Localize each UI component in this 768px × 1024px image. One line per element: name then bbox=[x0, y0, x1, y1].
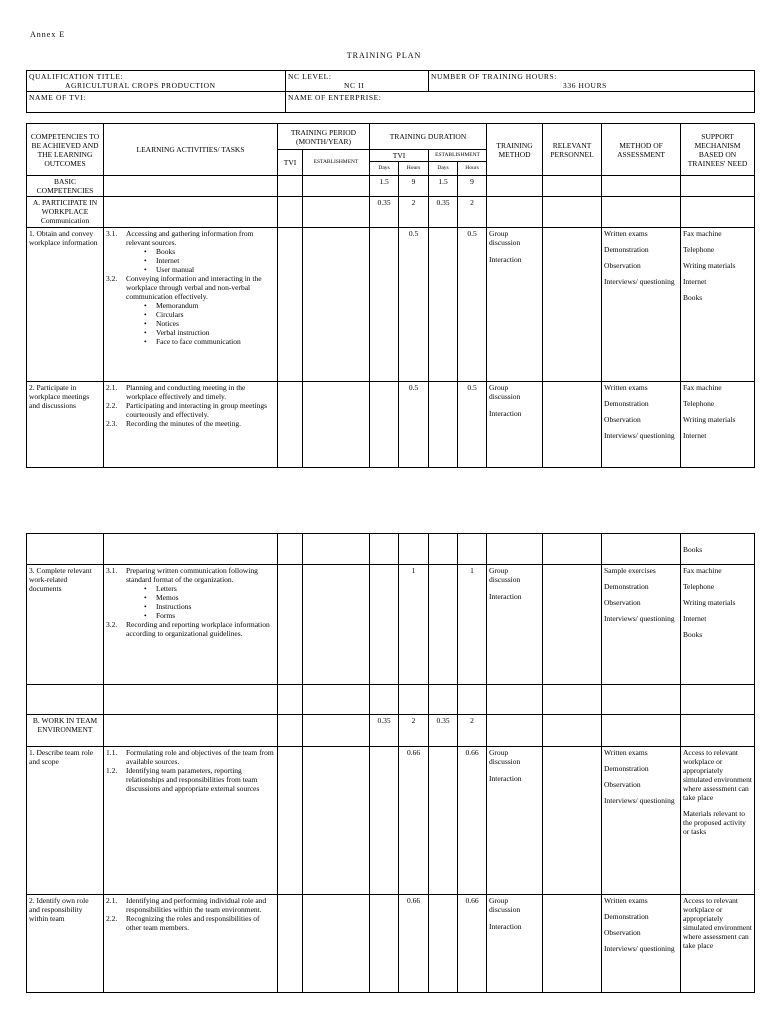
basic-competencies-label: BASIC COMPETENCIES bbox=[27, 176, 104, 197]
unit-b-hours: 2 bbox=[399, 715, 429, 747]
training-method-cell: Group discussion Interaction bbox=[487, 382, 543, 468]
header-hours-establishment: Hours bbox=[458, 162, 487, 176]
table-row bbox=[27, 895, 755, 993]
qualification-label: QUALIFICATION TITLE: bbox=[29, 72, 124, 81]
assessment-cell: Written exams Demonstration Observation Interviews/ questioning bbox=[602, 747, 681, 895]
activities-cell: 2.1. Identifying and performing individual role and responsibilities within the team environment. 2.2. Recognizing the roles and responsibilities of other team members. bbox=[104, 895, 278, 993]
hours-establishment-value: 0.66 bbox=[458, 747, 487, 895]
hours-value: 0.66 bbox=[399, 895, 429, 993]
header-duration-tvi: TVI bbox=[370, 150, 429, 162]
training-method-cell: Group discussion Interaction bbox=[487, 565, 543, 685]
hours-value: 1 bbox=[399, 565, 429, 685]
basic-days: 1.5 bbox=[370, 176, 399, 197]
header-method-assessment: METHOD OF ASSESSMENT bbox=[602, 124, 681, 176]
unit-b-days: 0.35 bbox=[370, 715, 399, 747]
qualification-value: AGRICULTURAL CROPS PRODUCTION bbox=[65, 81, 216, 90]
activities-cell: 3.1. Preparing written communication following standard format of the organization. • Letters • Memos • Instructions • Forms 3.2. Recording and reporting workplace information according to organizational guidelines. bbox=[104, 565, 278, 685]
header-period-tvi: TVI bbox=[278, 150, 303, 176]
basic-hours-establishment: 9 bbox=[458, 176, 487, 197]
training-plan-table-continued bbox=[26, 533, 755, 993]
hours-value: 0.66 bbox=[399, 747, 429, 895]
header-training-period: TRAINING PERIOD (MONTH/YEAR) bbox=[278, 124, 370, 150]
table-row bbox=[27, 747, 755, 895]
training-method-cell: Group discussion Interaction bbox=[487, 228, 543, 382]
enterprise-name-label: NAME OF ENTERPRISE: bbox=[288, 93, 382, 102]
header-duration-establishment: ESTABLISHMENT bbox=[429, 150, 487, 162]
training-hours-value: 336 HOURS bbox=[563, 81, 607, 90]
unit-b-hours-establishment: 2 bbox=[458, 715, 487, 747]
support-cell: Books bbox=[681, 534, 755, 565]
nc-level-cell bbox=[286, 71, 429, 92]
competency-cell: 1. Obtain and convey workplace information bbox=[27, 228, 104, 382]
hours-value: 0.5 bbox=[399, 382, 429, 468]
assessment-cell: Written exams Demonstration Observation Interviews/ questioning bbox=[602, 228, 681, 382]
annex-label: Annex E bbox=[30, 30, 66, 39]
basic-competencies-row bbox=[27, 176, 755, 197]
hours-value: 0.5 bbox=[399, 228, 429, 382]
unit-b-row bbox=[27, 715, 755, 747]
competency-cell: 2. Participate in workplace meetings and discussions bbox=[27, 382, 104, 468]
hours-establishment-value: 0.5 bbox=[458, 382, 487, 468]
header-activities: LEARNING ACTIVITIES/ TASKS bbox=[104, 124, 278, 176]
support-cell: Access to relevant workplace or appropriately simulated environment where assessment can take place bbox=[681, 895, 755, 993]
training-hours-label: NUMBER OF TRAINING HOURS: bbox=[431, 72, 557, 81]
assessment-cell: Written exams Demonstration Observation Interviews/ questioning bbox=[602, 895, 681, 993]
nc-level-label: NC LEVEL: bbox=[288, 72, 332, 81]
support-cell: Access to relevant workplace or appropriately simulated environment where assessment can take place Materials relevant to the proposed activity or tasks bbox=[681, 747, 755, 895]
header-relevant-personnel: RELEVANT PERSONNEL bbox=[543, 124, 602, 176]
nc-level-value: NC II bbox=[344, 81, 365, 90]
tvi-name-label: NAME OF TVI: bbox=[29, 93, 87, 102]
activities-cell: 1.1. Formulating role and objectives of the team from available sources. 1.2. Identifying team parameters, reporting relationships and responsibilities from team discussions and appropriate external sources bbox=[104, 747, 278, 895]
unit-b-label: B. WORK IN TEAM ENVIRONMENT bbox=[27, 715, 104, 747]
competency-cell: 2. Identify own role and responsibility within team bbox=[27, 895, 104, 993]
header-period-establishment: ESTABLISHMENT bbox=[303, 150, 370, 176]
unit-b-days-establishment: 0.35 bbox=[429, 715, 458, 747]
support-cell: Fax machine Telephone Writing materials Internet Books bbox=[681, 228, 755, 382]
assessment-cell: Sample exercises Demonstration Observation Interviews/ questioning bbox=[602, 565, 681, 685]
competency-cell: 3. Complete relevant work-related documents bbox=[27, 565, 104, 685]
unit-a-days-establishment: 0.35 bbox=[429, 197, 458, 228]
header-days-establishment: Days bbox=[429, 162, 458, 176]
tvi-name-cell bbox=[27, 92, 286, 113]
hours-establishment-value: 1 bbox=[458, 565, 487, 685]
training-plan-table bbox=[26, 123, 755, 468]
unit-a-hours-establishment: 2 bbox=[458, 197, 487, 228]
header-competencies: COMPETENCIES TO BE ACHIEVED AND THE LEARNING OUTCOMES bbox=[27, 124, 104, 176]
basic-hours: 9 bbox=[399, 176, 429, 197]
unit-a-label: A. PARTICIPATE IN WORKPLACE Communication bbox=[27, 197, 104, 228]
activities-cell: 2.1. Planning and conducting meeting in the workplace effectively and timely. 2.2. Participating and interacting in group meetings courteously and effectively. 2.3. Recording the minutes of the meeting. bbox=[104, 382, 278, 468]
training-hours-cell bbox=[429, 71, 755, 92]
page-title: TRAINING PLAN bbox=[346, 51, 422, 60]
info-table bbox=[26, 70, 755, 113]
table-row bbox=[27, 228, 755, 382]
header-support-mechanism: SUPPORT MECHANISM BASED ON TRAINEES' NEED bbox=[681, 124, 755, 176]
header-training-method: TRAINING METHOD bbox=[487, 124, 543, 176]
unit-a-hours: 2 bbox=[399, 197, 429, 228]
activities-cell: 3.1. Accessing and gathering information from relevant sources. • Books • Internet • User manual 3.2. Conveying information and interacting in the workplace through verbal and non-verbal communication effectively. • Memorandum • Circulars • Notices • Verbal instruction • Face to face communication bbox=[104, 228, 278, 382]
training-method-cell: Group discussion Interaction bbox=[487, 747, 543, 895]
support-cell: Fax machine Telephone Writing materials Internet Books bbox=[681, 565, 755, 685]
basic-days-establishment: 1.5 bbox=[429, 176, 458, 197]
unit-a-row bbox=[27, 197, 755, 228]
assessment-cell: Written exams Demonstration Observation Interviews/ questioning bbox=[602, 382, 681, 468]
table-row bbox=[27, 382, 755, 468]
support-cell: Fax machine Telephone Writing materials Internet bbox=[681, 382, 755, 468]
training-method-cell: Group discussion Interaction bbox=[487, 895, 543, 993]
header-hours: Hours bbox=[399, 162, 429, 176]
hours-establishment-value: 0.66 bbox=[458, 895, 487, 993]
header-days: Days bbox=[370, 162, 399, 176]
enterprise-name-cell bbox=[286, 92, 755, 113]
unit-a-days: 0.35 bbox=[370, 197, 399, 228]
competency-cell: 1. Describe team role and scope bbox=[27, 747, 104, 895]
qualification-cell bbox=[27, 71, 286, 92]
table-row bbox=[27, 534, 755, 565]
table-row bbox=[27, 685, 755, 715]
table-row bbox=[27, 565, 755, 685]
hours-establishment-value: 0.5 bbox=[458, 228, 487, 382]
header-training-duration: TRAINING DURATION bbox=[370, 124, 487, 150]
